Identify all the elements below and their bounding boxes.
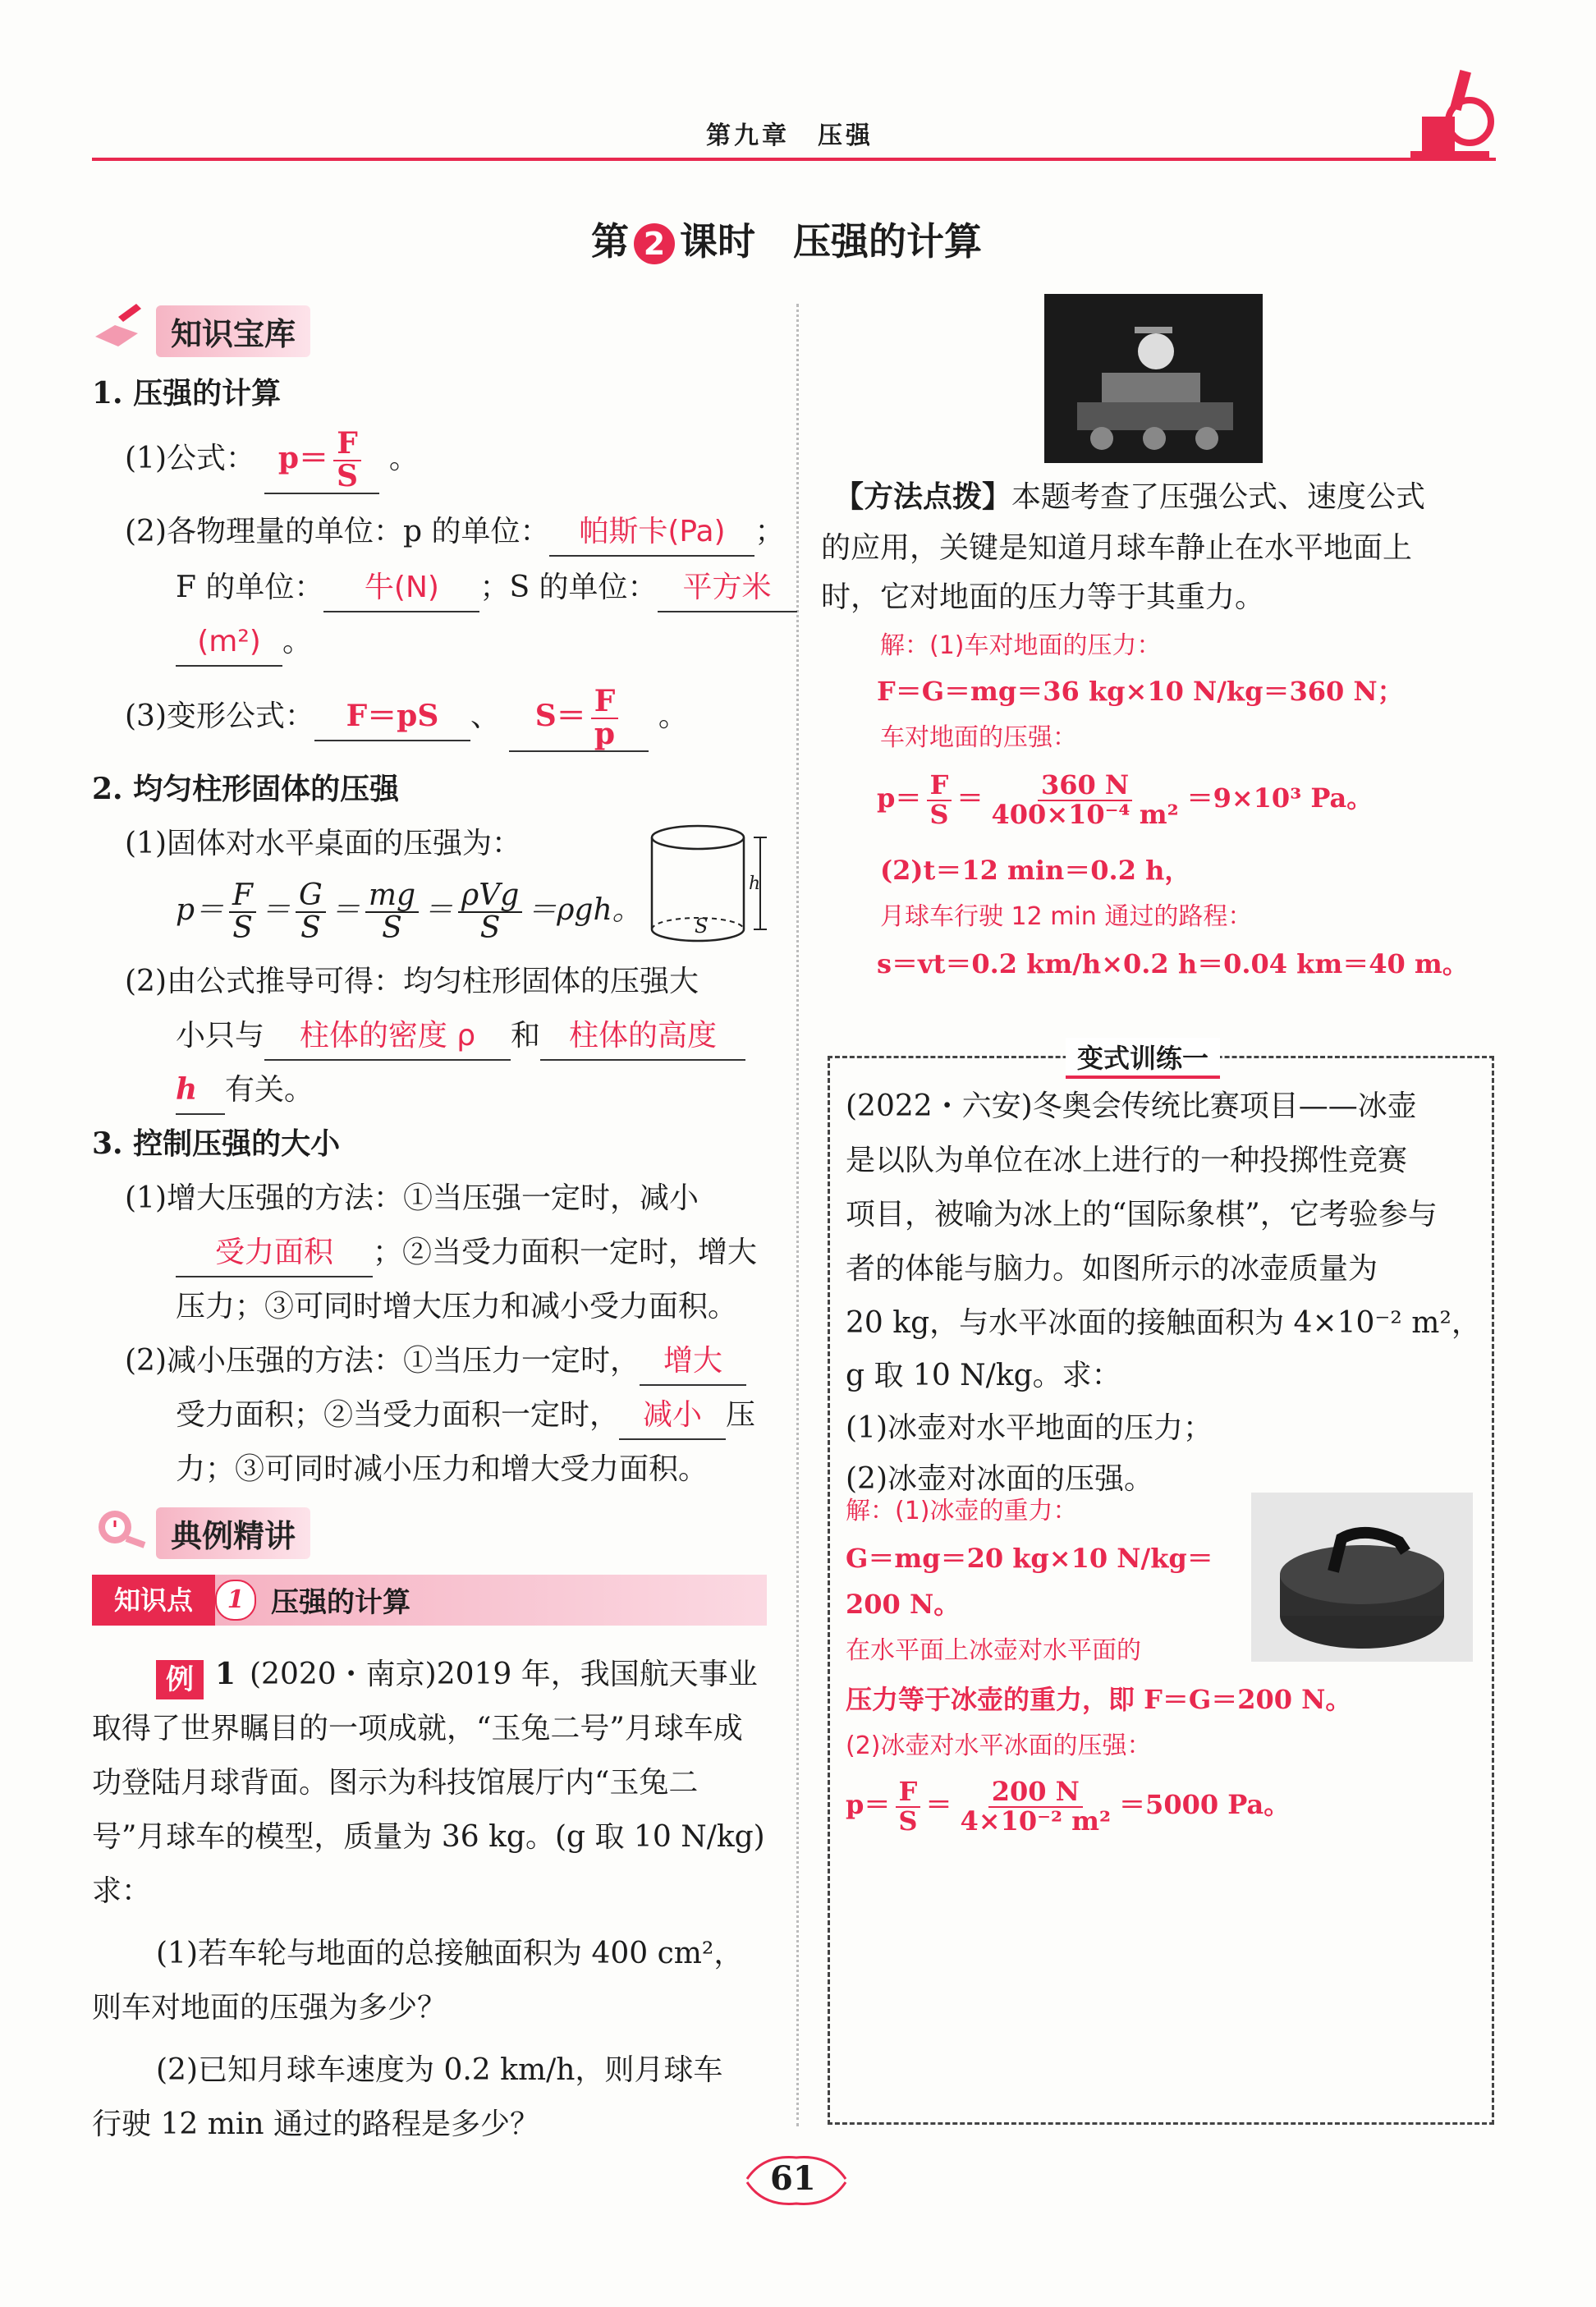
book-pen-icon — [90, 300, 148, 350]
k2-pressure-formula: p＝ $\frac{F}{S}$ ＝ $\frac{G}{S}$ ＝ $\frac{mg}{S}$ ＝ $\frac{\text{ρVg}}{S}$ ＝ρgh。 — [176, 878, 642, 945]
answer-s-fp: S＝ $\frac{F}{p}$ — [509, 686, 649, 752]
k3-line5: 受力面积；②当受力面积一定时， 减小 压 — [176, 1392, 755, 1440]
knowledge-section-title: 知识宝库 — [156, 305, 310, 357]
lunar-rover-photo — [1044, 294, 1263, 463]
example-q1a: (1)若车轮与地面的总接触面积为 400 cm²， — [156, 1937, 744, 1970]
example-line5: 求： — [92, 1874, 152, 1908]
answer-area: 受力面积 — [176, 1230, 373, 1277]
k1-formula-line: (1)公式： p＝ $\frac{F}{S}$ 。 — [125, 426, 419, 493]
cylinder-area-label: S — [695, 915, 709, 938]
solution1-line7: s＝vt＝0.2 km/h×0.2 h＝0.04 km＝40 m。 — [877, 948, 1469, 979]
answer-newton: 牛(N) — [323, 565, 479, 612]
example-tag: 例 — [156, 1660, 204, 1699]
k1-derived-formula: (3)变形公式： F＝pS 、 S＝ $\frac{F}{p}$ 。 — [125, 684, 688, 751]
example-line1: (2020・南京)2019 年，我国航天事业 — [250, 1658, 758, 1691]
practice-sol-line3: 200 N。 — [846, 1589, 961, 1620]
example-line3: 功登陆月球背面。图示为科技馆展厅内“玉兔二 — [92, 1766, 699, 1800]
knowledge-point-number: 1 — [215, 1580, 256, 1621]
solution1-line6: 月球车行驶 12 min 通过的路程： — [880, 902, 1253, 931]
practice-q1: (1)冰壶对水平地面的压力； — [846, 1411, 1213, 1445]
practice-line3: 项目，被喻为冰上的“国际象棋”，它考验参与 — [846, 1198, 1438, 1231]
solution1-line3: 车对地面的压强： — [880, 723, 1077, 752]
curling-stone-photo — [1251, 1493, 1473, 1662]
practice-line5: 20 kg，与水平冰面的接触面积为 4×10⁻² m²， — [846, 1306, 1481, 1340]
answer-formula: p＝ $\frac{F}{S}$ — [264, 429, 379, 494]
answer-h: h — [176, 1067, 225, 1115]
k1-title: 1. 压强的计算 — [92, 376, 282, 410]
method-tag: 【方法点拨】 — [834, 479, 1012, 514]
solution1-pressure-formula: p＝ $\frac{F}{S}$ ＝ $\frac{360 N}{\text{400×10⁻⁴ m²}}$ ＝9×10³ Pa。 — [877, 769, 1374, 830]
k2-line1: (1)固体对水平桌面的压强为： — [125, 827, 521, 860]
practice-title: 变式训练一 — [1066, 1038, 1220, 1079]
answer-m2: (m²) — [176, 619, 282, 667]
practice-sol-line5: 压力等于冰壶的重力，即 F＝G＝200 N。 — [846, 1684, 1352, 1715]
k1-units-line2: F 的单位： 牛(N) ；S 的单位： 平方米 — [176, 565, 797, 612]
practice-line6: g 取 10 N/kg。求： — [846, 1359, 1121, 1392]
practice-q2: (2)冰壶对冰面的压强。 — [846, 1462, 1153, 1496]
answer-density: 柱体的密度 ρ — [264, 1013, 511, 1061]
practice-line1: (2022・六安)冬奥会传统比赛项目——冰壶 — [846, 1089, 1417, 1123]
answer-f-ps: F＝pS — [314, 694, 470, 741]
lesson-prefix: 第 — [591, 219, 629, 264]
k3-line2: 受力面积 ；②当受力面积一定时，增大 — [176, 1230, 757, 1277]
k1-units-line1: (2)各物理量的单位：p 的单位： 帕斯卡(Pa) ； — [125, 509, 785, 557]
practice-sol-line4: 在水平面上冰壶对水平面的 — [846, 1636, 1141, 1665]
method-line3: 时，它对地面的压力等于其重力。 — [821, 580, 1265, 614]
answer-pa: 帕斯卡(Pa) — [549, 509, 754, 557]
k1-units-line3: (m²) 。 — [176, 619, 312, 667]
method-line1: 【方法点拨】本题考查了压强公式、速度公式 — [834, 479, 1426, 514]
method-line2: 的应用，关键是知道月球车静止在水平地面上 — [821, 531, 1413, 565]
k2-title: 2. 均匀柱形固体的压强 — [92, 772, 400, 806]
k3-line3: 压力；③可同时增大压力和减小受力面积。 — [176, 1290, 738, 1323]
k3-line6: 力；③可同时减小压力和增大受力面积。 — [176, 1452, 709, 1486]
k3-line4: (2)减小压强的方法：①当压力一定时， 增大 — [125, 1338, 746, 1386]
lesson-number-badge: 2 — [634, 223, 675, 264]
answer-increase: 增大 — [640, 1338, 746, 1386]
solution1-line1: 解：(1)车对地面的压力： — [880, 631, 1162, 660]
header-rule — [92, 158, 1496, 161]
example-line2: 取得了世界瞩目的一项成就，“玉兔二号”月球车成 — [92, 1712, 743, 1745]
solution1-line2: F＝G＝mg＝36 kg×10 N/kg＝360 N； — [877, 676, 1404, 707]
k3-line1: (1)增大压强的方法：①当压强一定时，减小 — [125, 1181, 699, 1215]
practice-sol-line1: 解：(1)冰壶的重力： — [846, 1497, 1078, 1525]
knowledge-point-tag: 知识点 — [92, 1575, 215, 1626]
lesson-title — [591, 212, 982, 266]
page-number: 61 — [770, 2159, 816, 2198]
answer-square-meter: 平方米 — [658, 565, 797, 612]
practice-line4: 者的体能与脑力。如图所示的冰壶质量为 — [846, 1252, 1378, 1286]
answer-height: 柱体的高度 — [540, 1013, 745, 1061]
practice-sol-line6: (2)冰壶对水平冰面的压强： — [846, 1731, 1152, 1760]
practice-sol-formula: p＝ $\frac{F}{S}$ ＝ $\frac{200 N}{\text{4×10⁻² m²}}$ ＝5000 Pa。 — [846, 1776, 1291, 1837]
k2-line4: 小只与 柱体的密度 ρ 和 柱体的高度 — [176, 1013, 745, 1061]
practice-line2: 是以队为单位在冰上进行的一种投掷性竞赛 — [846, 1144, 1408, 1177]
answer-decrease: 减小 — [619, 1392, 726, 1440]
example-line4: 号”月球车的模型，质量为 36 kg。(g 取 10 N/kg) — [92, 1820, 765, 1854]
example-q2b: 行驶 12 min 通过的路程是多少？ — [92, 2107, 539, 2141]
cylinder-height-label: h — [749, 874, 761, 894]
example-q2a: (2)已知月球车速度为 0.2 km/h，则月球车 — [156, 2053, 723, 2087]
microscope-icon — [1406, 64, 1496, 163]
examples-section-title: 典例精讲 — [156, 1507, 310, 1559]
knowledge-point-title: 压强的计算 — [271, 1586, 410, 1619]
lesson-suffix: 课时 压强的计算 — [680, 219, 982, 264]
example-q1b: 则车对地面的压强为多少？ — [92, 1991, 447, 2025]
alarm-clock-icon — [90, 1502, 148, 1552]
k2-line5: h 有关。 — [176, 1067, 314, 1115]
k2-line3: (2)由公式推导可得：均匀柱形固体的压强大 — [125, 965, 699, 998]
solution1-line5: (2)t＝12 min＝0.2 h， — [880, 855, 1191, 886]
k3-title: 3. 控制压强的大小 — [92, 1126, 341, 1161]
practice-sol-line2: G＝mg＝20 kg×10 N/kg＝ — [846, 1543, 1213, 1574]
page-header — [0, 0, 1596, 164]
chapter-title: 第九章 压强 — [706, 122, 874, 150]
example-number: 1 — [215, 1657, 236, 1691]
